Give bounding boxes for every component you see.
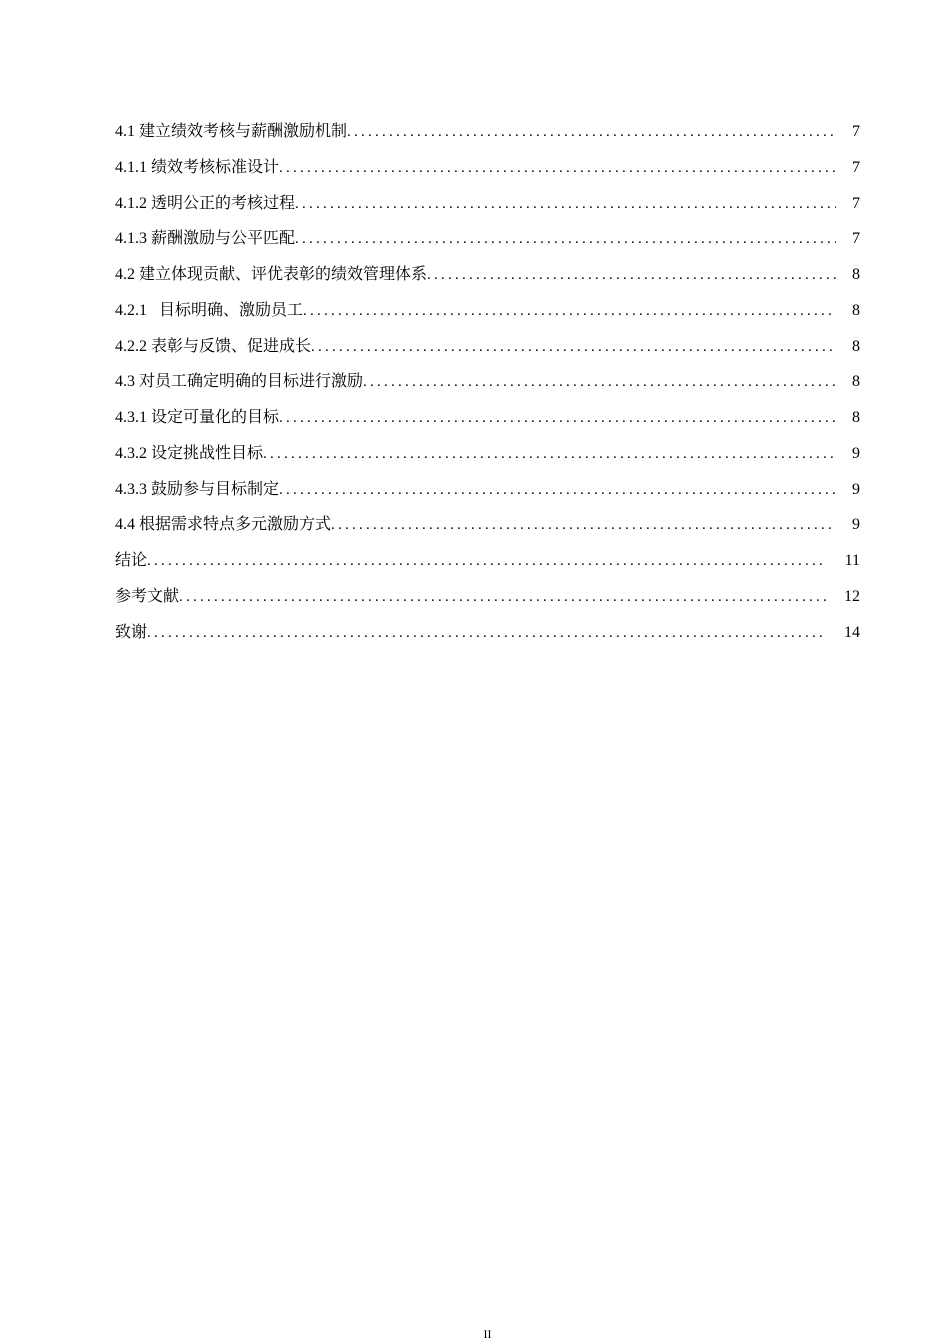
toc-entry-4-2-1[interactable] <box>115 293 860 329</box>
toc-entry-label: 4.2 建立体现贡献、评优表彰的绩效管理体系 <box>115 266 428 283</box>
toc-entry-references[interactable] <box>115 579 860 615</box>
toc-entry-conclusion[interactable] <box>115 543 860 579</box>
toc-entry-label: 参考文献 <box>115 587 180 605</box>
toc-entry-page: 7 <box>852 158 860 176</box>
toc-entry-label: 4.1 建立绩效考核与薪酬激励机制 <box>115 123 348 140</box>
toc-entry-page: 8 <box>852 373 860 391</box>
toc-entry-4-4[interactable] <box>115 507 860 543</box>
toc-dot-leader <box>279 401 836 437</box>
toc-entry-label: 4.4 根据需求特点多元激励方式 <box>115 516 332 534</box>
toc-entry-page: 9 <box>852 444 860 462</box>
toc-entry-page: 7 <box>852 194 860 212</box>
page-number: II <box>483 1327 492 1341</box>
toc-dot-leader <box>347 115 836 151</box>
toc-entry-4-3[interactable] <box>115 364 860 400</box>
toc-entry-label: 致谢 <box>115 623 148 641</box>
toc-entry-4-1[interactable] <box>115 114 860 150</box>
toc-entry-4-3-3[interactable] <box>115 472 860 508</box>
toc-entry-label: 4.1.1 绩效考核标准设计 <box>115 158 280 176</box>
toc-entry-page: 7 <box>852 123 860 140</box>
toc-entry-page: 14 <box>844 623 860 641</box>
toc-dot-leader <box>279 473 836 509</box>
toc-dot-leader <box>303 294 836 330</box>
toc-dot-leader <box>363 365 836 401</box>
toc-entry-4-1-3[interactable] <box>115 221 860 257</box>
toc-dot-leader <box>279 151 836 187</box>
toc-dot-leader <box>295 222 836 258</box>
toc-entry-page: 12 <box>844 587 860 605</box>
toc-entry-page: 9 <box>852 516 860 534</box>
toc-entry-page: 8 <box>852 337 860 355</box>
toc-entry-4-2-2[interactable] <box>115 329 860 365</box>
toc-entry-label: 4.3 对员工确定明确的目标进行激励 <box>115 373 364 391</box>
toc-entry-4-3-2[interactable] <box>115 436 860 472</box>
toc-entry-page: 8 <box>852 301 860 319</box>
toc-entry-label: 4.3.1 设定可量化的目标 <box>115 409 280 426</box>
toc-entry-label: 4.3.2 设定挑战性目标 <box>115 444 264 462</box>
toc-entry-4-1-1[interactable] <box>115 150 860 186</box>
toc-entry-page: 9 <box>852 480 860 498</box>
toc-entry-label: 4.3.3 鼓励参与目标制定 <box>115 480 280 498</box>
toc-dot-leader <box>331 508 836 544</box>
toc-dot-leader <box>427 258 836 294</box>
toc-entry-page: 8 <box>852 409 860 426</box>
toc-entry-4-3-1[interactable] <box>115 400 860 436</box>
toc-dot-leader <box>147 616 826 652</box>
table-of-contents <box>115 114 860 650</box>
toc-entry-4-2[interactable] <box>115 257 860 293</box>
toc-dot-leader <box>263 437 836 473</box>
toc-entry-acknowledgements[interactable] <box>115 615 860 651</box>
toc-dot-leader <box>295 187 836 223</box>
toc-entry-label: 结论 <box>115 552 148 569</box>
toc-entry-label: 4.1.2 透明公正的考核过程 <box>115 194 296 212</box>
toc-dot-leader <box>311 330 836 366</box>
toc-dot-leader <box>147 544 826 580</box>
toc-entry-4-1-2[interactable] <box>115 186 860 222</box>
toc-entry-label: 4.2.2 表彰与反馈、促进成长 <box>115 337 312 355</box>
toc-entry-label: 4.2.1 目标明确、激励员工 <box>115 301 304 319</box>
toc-entry-page: 11 <box>844 552 860 569</box>
toc-entry-page: 8 <box>852 266 860 283</box>
toc-entry-label: 4.1.3 薪酬激励与公平匹配 <box>115 230 296 248</box>
toc-dot-leader <box>179 580 826 616</box>
toc-entry-page: 7 <box>852 230 860 248</box>
